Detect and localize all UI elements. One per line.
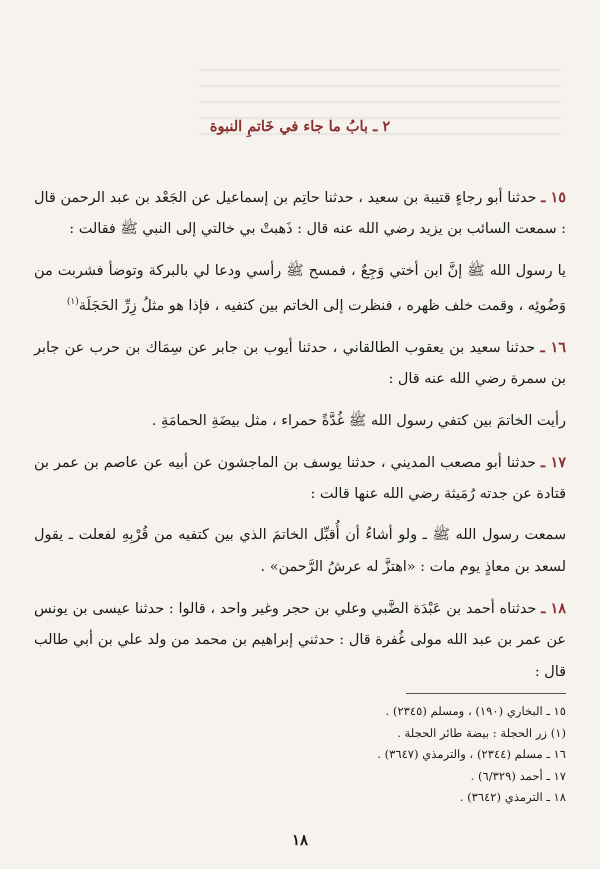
hadith-number: ١٥ ـ xyxy=(541,189,566,206)
text-line: حدثناه أحمد بن عَبْدَة الضَّبي وعلي بن حجر وغير واحد ، قالوا : xyxy=(168,601,537,618)
hadith-paragraph xyxy=(34,332,566,396)
chapter-title: ٢ ـ بابُ ما جاء في خَاتمِ النبوة xyxy=(209,118,391,135)
footnotes xyxy=(34,701,566,809)
footnote: ١٦ ـ مسلم (٢٣٤٤) ، والترمذي (٣٦٤٧) . xyxy=(377,747,566,761)
text-line: رأيت الخاتمَ بين كتفي رسول الله ﷺ غُدَّةً حمراء ، مثل بيضَةِ الحمامَةِ . xyxy=(151,412,566,429)
text-line: الجَعْد بن عبد الرحمن قال : سمعت السائب بن يزيد رضي الله عنه قال : ذَهبتْ xyxy=(34,190,566,238)
text-line: حدثنا سعيد بن يعقوب الطالقاني ، حدثنا أيوب بن جابر عن سِمَاك بن xyxy=(125,339,536,356)
footnote-ref: (١) xyxy=(66,296,79,307)
text-line: كتفيه ، فإذا هو مثلُ زِرِّ الحَجَلَة xyxy=(78,297,255,314)
footnote: ١٧ ـ أحمد (٦/٣٢٩) . xyxy=(470,768,566,783)
text-line: يا رسول الله ﷺ إنَّ ابن أختي وَجِعٌ ، فمسح ﷺ رأسي ودعا لي بالبركة xyxy=(148,262,566,279)
footnote: ١٥ ـ البخاري (١٩٠) ، ومسلم (٢٣٤٥) . xyxy=(385,704,566,718)
text-line: سمعت رسول الله ﷺ ـ ولو أشاءُ أن أُقبِّل الخاتمَ الذي بين كتفيه من قُرْبِهِ xyxy=(121,527,567,544)
hadith-number: ١٨ ـ xyxy=(541,600,567,618)
text-line: حدثنا عيسى بن يونس عن عمر بن عبد الله مولى غُفرة قال : حدثني إبراهيم بن xyxy=(34,601,566,649)
footnote-divider xyxy=(406,693,566,694)
hadith-number: ١٧ ـ xyxy=(540,453,566,471)
hadith-paragraph xyxy=(34,593,566,688)
hadith-paragraph xyxy=(34,406,566,437)
text-line: عاصم بن عمر بن قتادة عن جدته رُمَيثة رضي الله عنها قالت : xyxy=(34,454,566,503)
hadith-paragraph xyxy=(34,256,566,322)
text-line: حدثنا أبو رجاءٍ قتيبة بن سعيد ، حدثنا حاتِم بن إسماعيل عن xyxy=(191,190,537,206)
hadith-paragraph xyxy=(34,182,566,246)
hadith-paragraph xyxy=(34,520,566,583)
footnote: ١٨ ـ الترمذي (٣٦٤٢) . xyxy=(459,790,566,804)
footnote: (١) زر الحجلة : بيضة طائر الحجلة . xyxy=(397,725,566,740)
text-line: بي خالتي إلى النبي ﷺ فقالت : xyxy=(69,221,256,238)
main-text xyxy=(34,182,566,688)
text-line: حرب عن جابر بن سمرة رضي الله عنه قال : xyxy=(34,339,566,388)
hadith-paragraph xyxy=(34,447,566,511)
hadith-number: ١٦ ـ xyxy=(540,338,567,356)
text-line: حدثنا أبو مصعب المديني ، حدثنا يوسف بن الماجشون عن أبيه عن xyxy=(143,454,536,471)
text-line: محمد من ولد علي بن أبي طالب قال : xyxy=(34,632,566,680)
text-line: لفعلت ـ يقول لسعد بن معاذٍ يوم مات : «اهتزَّ له عرشُ الرَّحمن» . xyxy=(34,527,566,575)
text-line: وتوضأ فشربت من وَضُوئِه ، وقمت خلف ظهره ، فنظرت إلى الخاتم بين xyxy=(34,262,566,314)
page-number: ١٨ xyxy=(291,831,309,849)
